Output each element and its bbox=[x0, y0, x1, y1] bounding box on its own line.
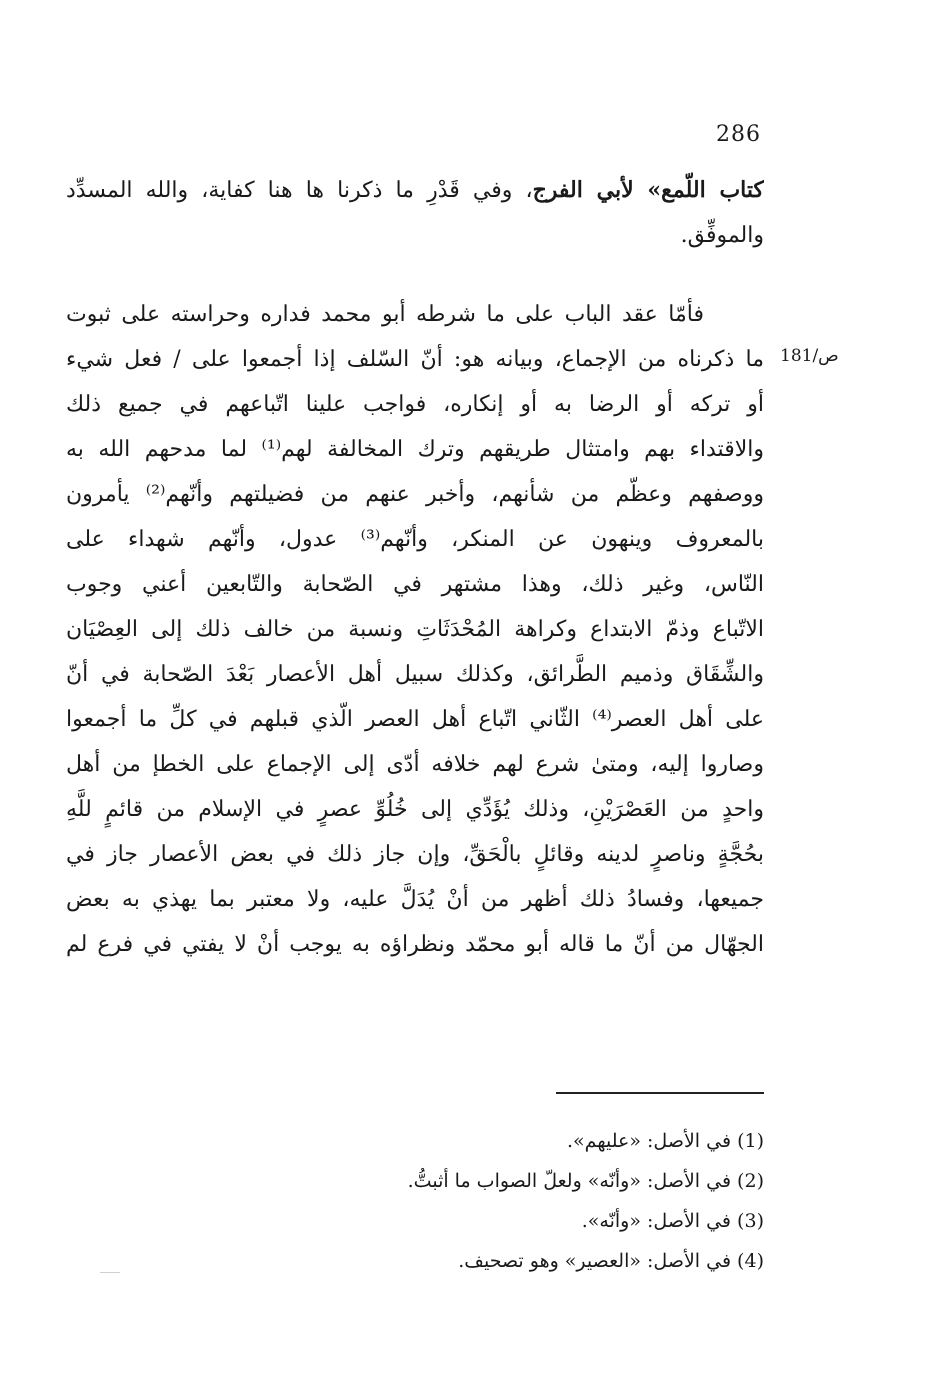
footnote-item: (2) في الأصل: «وأنّه» ولعلّ الصواب ما أثبتُّ. bbox=[407, 1170, 764, 1192]
text-line: الاتّباع وذمّ الابتداع وكراهة المُحْدَثَاتِ ونسبة من خالف ذلك إلى العِصْيَان bbox=[66, 617, 764, 642]
text-line: ووصفهم وعظّم من شأنهم، وأخبر عنهم من فضيلتهم وأنّهم⁽²⁾ يأمرون bbox=[66, 482, 764, 507]
footnotes bbox=[300, 1124, 764, 1284]
scan-speck bbox=[100, 1272, 120, 1273]
main-text bbox=[66, 168, 764, 967]
footnote-item: (4) في الأصل: «العصير» وهو تصحيف. bbox=[458, 1250, 764, 1272]
text-line: أو تركه أو الرضا به أو إنكاره، فواجب علينا اتّباعهم في جميع ذلك bbox=[66, 392, 764, 417]
text-line: النّاس، وغير ذلك، وهذا مشتهر في الصّحابة والتّابعين أعني وجوب bbox=[66, 572, 764, 597]
text-line: وصاروا إليه، ومتىٰ شرع لهم خلافه أدّى إلى الإجماع على الخطإ من أهل bbox=[66, 752, 764, 777]
text-line: بالمعروف وينهون عن المنكر، وأنّهم⁽³⁾ عدول، وأنّهم شهداء على bbox=[66, 527, 764, 552]
text-line: ما ذكرناه من الإجماع، وبيانه هو: أنّ السّلف إذا أجمعوا على / فعل شيء bbox=[66, 347, 764, 372]
footnote-item: (3) في الأصل: «وأنّه». bbox=[581, 1210, 764, 1232]
text-line: على أهل العصر⁽⁴⁾ الثّاني اتّباع أهل العصر الّذي قبلهم في كلِّ ما أجمعوا bbox=[66, 707, 764, 732]
text-line: فأمّا عقد الباب على ما شرطه أبو محمد فداره وحراسته على ثبوت bbox=[66, 302, 704, 327]
text-line: بحُجَّةٍ وناصرٍ لدينه وقائلٍ بالْحَقِّ، وإن جاز ذلك في بعض الأعصار جاز في bbox=[66, 842, 764, 867]
text-line bbox=[66, 168, 764, 213]
text-line: واحدٍ من العَصْرَيْنِ، وذلك يُؤَدِّي إلى خُلُوِّ عصرٍ في الإسلام من قائمٍ للَّهِ bbox=[66, 797, 764, 822]
text-line: والاقتداء بهم وامتثال طريقهم وترك المخالفة لهم⁽¹⁾ لما مدحهم الله به bbox=[66, 437, 764, 462]
margin-page-reference: ص/181 bbox=[780, 346, 839, 366]
page-number: 286 bbox=[716, 122, 761, 147]
text-line: جميعها، وفسادُ ذلك أظهر من أنْ يُدَلَّ عليه، ولا معتبر بما يهذي به بعض bbox=[66, 887, 764, 912]
text-line: الجهّال من أنّ ما قاله أبو محمّد ونظراؤه به يوجب أنْ لا يفتي في فرع لم bbox=[66, 932, 764, 957]
footnote-item: (1) في الأصل: «عليهم». bbox=[566, 1130, 764, 1152]
line-remainder: ، وفي قَدْرِ ما ذكرنا ها هنا كفاية، والله المسدِّد bbox=[66, 178, 533, 203]
footnote-divider bbox=[556, 1092, 764, 1094]
text-line: والشِّقَاق وذميم الطَّرائق، وكذلك سبيل أهل الأعصار بَعْدَ الصّحابة في أنّ bbox=[66, 662, 764, 687]
book-title-bold: كتاب اللّمع» لأبي الفرج bbox=[532, 177, 764, 203]
text-line: والموفِّق. bbox=[680, 223, 764, 248]
